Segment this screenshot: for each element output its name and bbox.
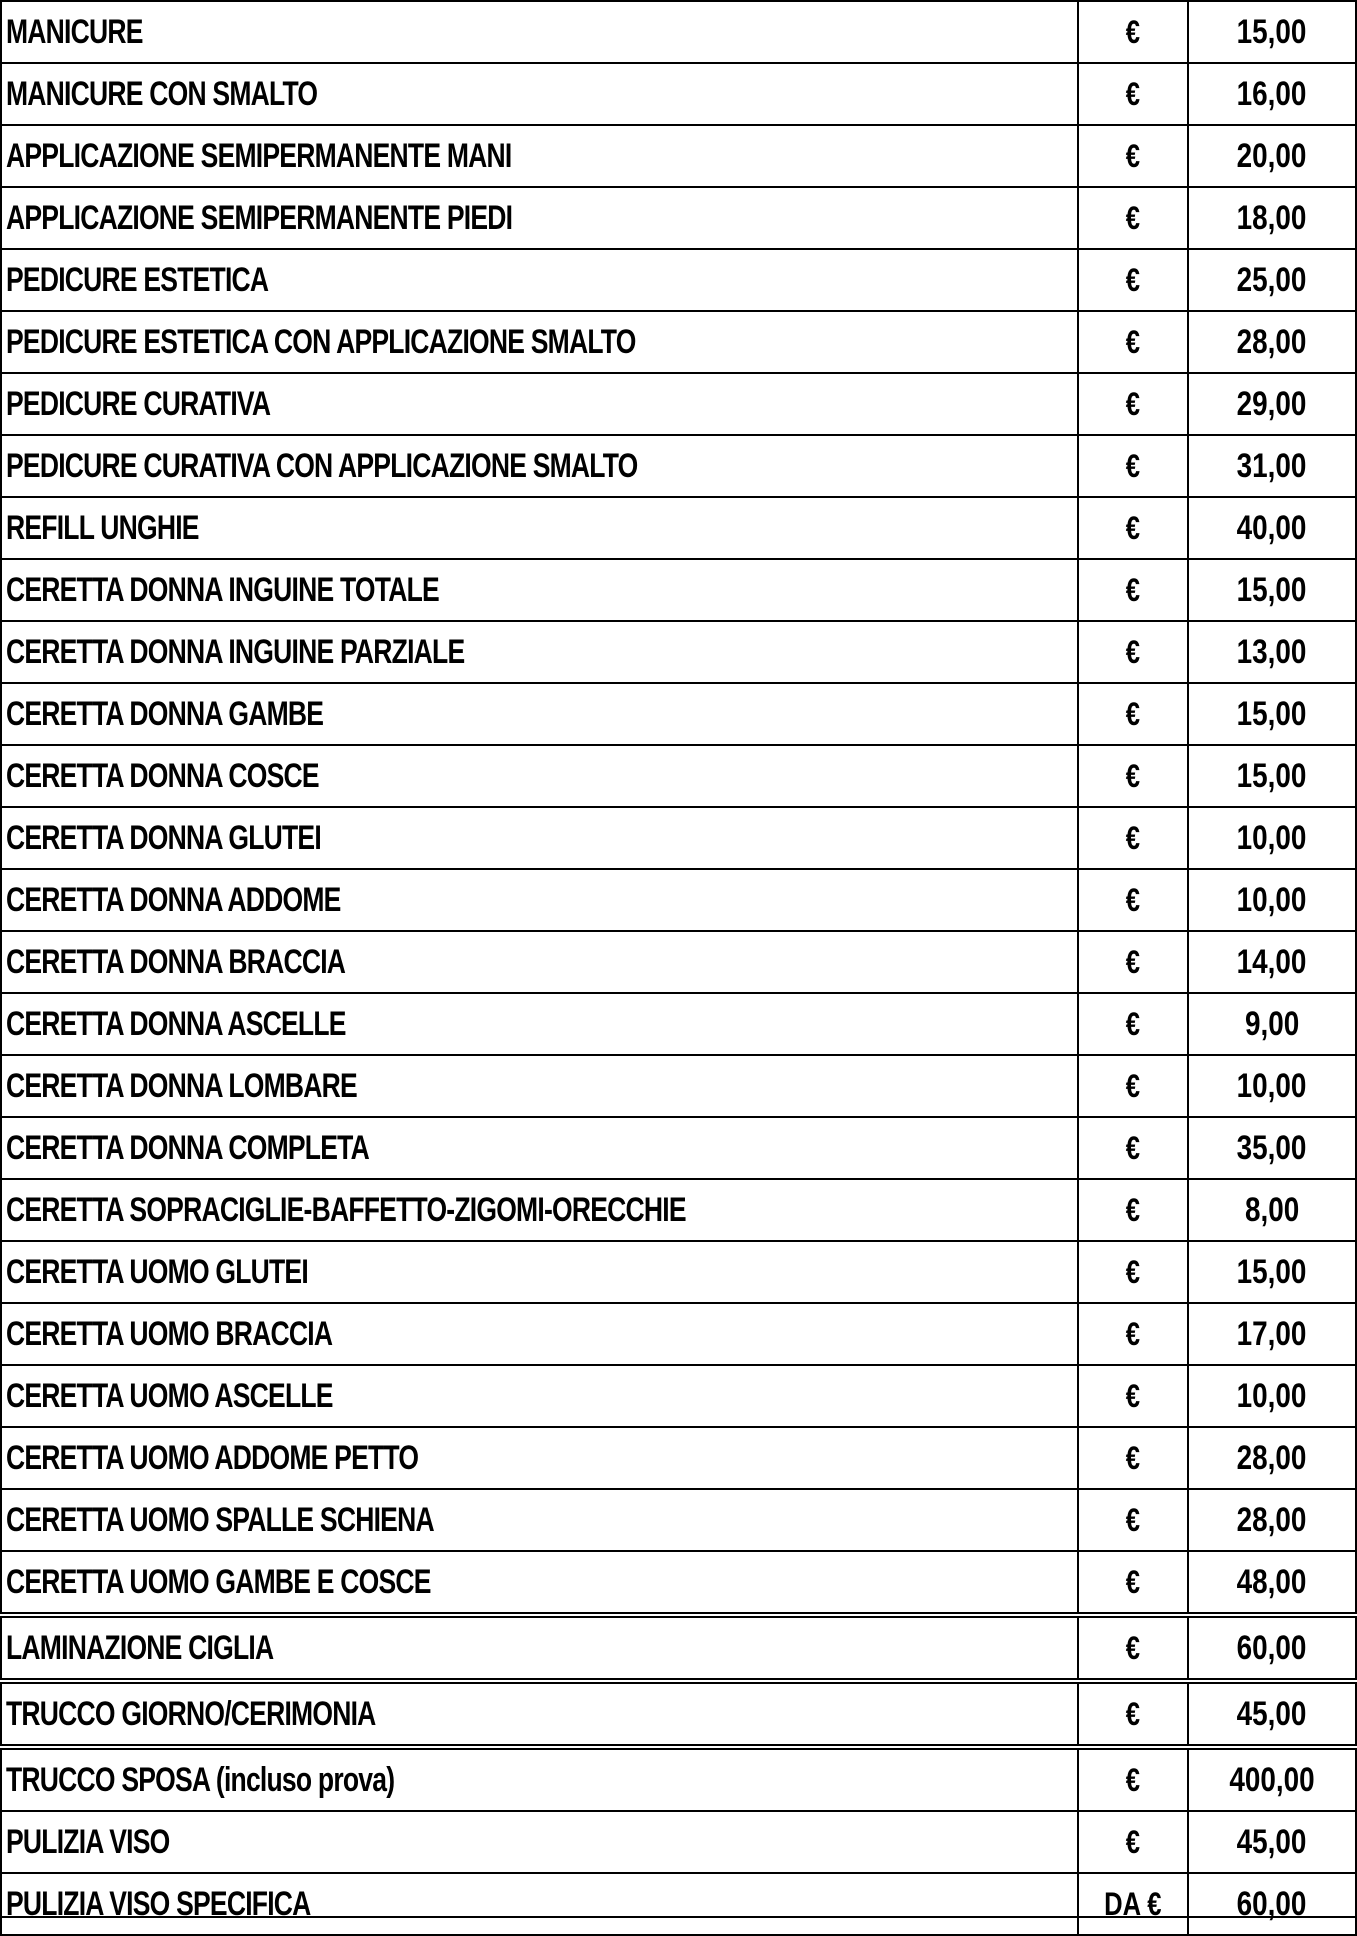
table-row [1,497,1356,559]
service-name-cell [1,187,1078,249]
currency-symbol: € [1125,1564,1141,1600]
table-row [1,1,1356,63]
price-cell [1188,373,1356,435]
currency-cell [1078,1489,1188,1551]
currency-symbol: € [1125,1824,1141,1860]
price-value: 48,00 [1237,1563,1307,1601]
price-cell [1188,1117,1356,1179]
service-name: PULIZIA VISO SPECIFICA [6,1885,311,1923]
table-row [1,187,1356,249]
price-value: 16,00 [1237,75,1307,113]
service-name-cell [1,1365,1078,1427]
price-value: 9,00 [1244,1005,1300,1043]
service-name-cell [1,683,1078,745]
table-row [1,1811,1356,1873]
service-name: MANICURE [6,13,143,51]
service-name: REFILL UNGHIE [6,509,199,547]
service-name-cell [1,869,1078,931]
currency-cell [1078,807,1188,869]
service-name-cell [1,373,1078,435]
currency-symbol: € [1125,1254,1141,1290]
currency-cell [1078,1303,1188,1365]
price-cell [1188,993,1356,1055]
service-name-cell [1,559,1078,621]
service-name-cell [1,1303,1078,1365]
service-name-cell [1,1241,1078,1303]
currency-symbol: € [1125,758,1141,794]
price-value: 10,00 [1237,881,1307,919]
currency-symbol: € [1125,944,1141,980]
currency-cell [1078,683,1188,745]
price-cell [1188,1365,1356,1427]
currency-symbol: € [1125,820,1141,856]
service-name: CERETTA SOPRACIGLIE-BAFFETTO-ZIGOMI-ORECCHIE [6,1191,686,1229]
currency-symbol: € [1125,262,1141,298]
table-row [1,373,1356,435]
service-name-cell [1,1427,1078,1489]
currency-cell [1078,1747,1188,1811]
currency-symbol: € [1125,14,1141,50]
price-cell [1188,1747,1356,1811]
currency-cell [1078,869,1188,931]
table-row [1,1303,1356,1365]
price-cell [1188,745,1356,807]
currency-cell [1078,1179,1188,1241]
service-name-cell [1,497,1078,559]
price-cell [1188,125,1356,187]
service-name: CERETTA DONNA BRACCIA [6,943,346,981]
service-name-cell [1,1873,1078,1935]
price-value: 15,00 [1237,695,1307,733]
currency-cell [1078,1681,1188,1747]
currency-symbol: DA € [1104,1886,1162,1922]
currency-cell [1078,993,1188,1055]
service-name-cell [1,621,1078,683]
currency-symbol: € [1125,1068,1141,1104]
price-cell [1188,1055,1356,1117]
service-name: MANICURE CON SMALTO [6,75,318,113]
service-name-cell [1,1489,1078,1551]
price-value: 15,00 [1237,1253,1307,1291]
table-row [1,1055,1356,1117]
table-row [1,249,1356,311]
service-name: PULIZIA VISO [6,1823,170,1861]
service-name: CERETTA DONNA COSCE [6,757,319,795]
currency-symbol: € [1125,386,1141,422]
currency-cell [1078,1055,1188,1117]
price-cell [1188,435,1356,497]
price-cell [1188,1427,1356,1489]
price-cell [1188,187,1356,249]
currency-symbol: € [1125,1630,1141,1666]
currency-cell [1078,1615,1188,1681]
price-value: 31,00 [1237,447,1307,485]
table-row [1,745,1356,807]
table-row [1,807,1356,869]
price-value: 60,00 [1237,1885,1307,1923]
service-name: CERETTA DONNA ASCELLE [6,1005,346,1043]
price-value: 25,00 [1237,261,1307,299]
price-cell [1188,311,1356,373]
price-cell [1188,1241,1356,1303]
price-list-body [1,1,1356,1935]
price-cell [1188,1681,1356,1747]
price-cell [1188,63,1356,125]
currency-symbol: € [1125,138,1141,174]
service-name-cell [1,63,1078,125]
currency-cell [1078,125,1188,187]
table-row [1,1179,1356,1241]
price-value: 15,00 [1237,13,1307,51]
service-name-cell [1,807,1078,869]
currency-symbol: € [1125,882,1141,918]
price-value: 10,00 [1237,1067,1307,1105]
service-name: PEDICURE CURATIVA CON APPLICAZIONE SMALTO [6,447,638,485]
price-value: 29,00 [1237,385,1307,423]
service-name: CERETTA UOMO GLUTEI [6,1253,308,1291]
table-row [1,1117,1356,1179]
price-cell [1188,1489,1356,1551]
service-name: CERETTA UOMO GAMBE E COSCE [6,1563,431,1601]
service-name: CERETTA UOMO BRACCIA [6,1315,333,1353]
price-cell [1188,869,1356,931]
service-name: CERETTA DONNA INGUINE TOTALE [6,571,439,609]
price-cell [1188,559,1356,621]
currency-symbol: € [1125,1378,1141,1414]
currency-cell [1078,1117,1188,1179]
service-name-cell [1,1117,1078,1179]
currency-symbol: € [1125,634,1141,670]
price-cell [1188,1,1356,63]
service-name: CERETTA DONNA ADDOME [6,881,341,919]
currency-symbol: € [1125,76,1141,112]
service-name: CERETTA DONNA LOMBARE [6,1067,357,1105]
price-value: 18,00 [1237,199,1307,237]
table-row [1,1365,1356,1427]
table-row [1,1681,1356,1747]
price-cell [1188,249,1356,311]
service-name: APPLICAZIONE SEMIPERMANENTE PIEDI [6,199,513,237]
price-value: 45,00 [1237,1823,1307,1861]
currency-symbol: € [1125,1192,1141,1228]
currency-symbol: € [1125,1762,1141,1798]
price-value: 10,00 [1237,819,1307,857]
price-cell [1188,1615,1356,1681]
table-row [1,869,1356,931]
service-name: LAMINAZIONE CIGLIA [6,1629,274,1667]
service-name-cell [1,1811,1078,1873]
service-name-cell [1,249,1078,311]
price-value: 14,00 [1237,943,1307,981]
currency-symbol: € [1125,1006,1141,1042]
service-name: PEDICURE ESTETICA [6,261,269,299]
service-name: CERETTA UOMO SPALLE SCHIENA [6,1501,434,1539]
service-name: CERETTA DONNA COMPLETA [6,1129,369,1167]
table-row [1,931,1356,993]
currency-symbol: € [1125,696,1141,732]
service-name-cell [1,435,1078,497]
table-row [1,1873,1356,1935]
table-row [1,1615,1356,1681]
currency-cell [1078,435,1188,497]
currency-symbol: € [1125,448,1141,484]
table-row [1,1427,1356,1489]
service-name-cell [1,931,1078,993]
service-name-cell [1,993,1078,1055]
currency-symbol: € [1125,1130,1141,1166]
currency-symbol: € [1125,1502,1141,1538]
price-value: 8,00 [1244,1191,1300,1229]
currency-cell [1078,187,1188,249]
service-name-cell [1,1179,1078,1241]
currency-cell [1078,559,1188,621]
service-name-cell [1,1055,1078,1117]
price-cell [1188,1551,1356,1615]
service-name: CERETTA UOMO ASCELLE [6,1377,333,1415]
price-cell [1188,621,1356,683]
price-value: 15,00 [1237,571,1307,609]
currency-symbol: € [1125,324,1141,360]
service-name-cell [1,1747,1078,1811]
currency-symbol: € [1125,200,1141,236]
table-row [1,1551,1356,1615]
currency-cell [1078,249,1188,311]
table-row [1,435,1356,497]
price-cell [1188,1873,1356,1935]
price-value: 10,00 [1237,1377,1307,1415]
table-row [1,311,1356,373]
table-row [1,559,1356,621]
currency-cell [1078,311,1188,373]
currency-cell [1078,1427,1188,1489]
table-row [1,1747,1356,1811]
table-row [1,63,1356,125]
price-value: 15,00 [1237,757,1307,795]
price-value: 28,00 [1237,1439,1307,1477]
service-name-cell [1,1615,1078,1681]
service-name: CERETTA DONNA GLUTEI [6,819,321,857]
price-cell [1188,497,1356,559]
currency-cell [1078,63,1188,125]
price-value: 60,00 [1237,1629,1307,1667]
price-cell [1188,931,1356,993]
currency-cell [1078,1873,1188,1935]
service-name: PEDICURE ESTETICA CON APPLICAZIONE SMALTO [6,323,636,361]
price-cell [1188,683,1356,745]
currency-cell [1078,1551,1188,1615]
price-cell [1188,807,1356,869]
currency-symbol: € [1125,1696,1141,1732]
price-cell [1188,1303,1356,1365]
table-row [1,621,1356,683]
currency-cell [1078,931,1188,993]
price-value: 35,00 [1237,1129,1307,1167]
price-value: 20,00 [1237,137,1307,175]
service-name-cell [1,1551,1078,1615]
table-row [1,1489,1356,1551]
currency-cell [1078,621,1188,683]
currency-symbol: € [1125,1316,1141,1352]
price-value: 13,00 [1237,633,1307,671]
currency-cell [1078,373,1188,435]
bottom-rule [0,1916,1357,1918]
price-cell [1188,1811,1356,1873]
price-value: 28,00 [1237,1501,1307,1539]
price-value: 45,00 [1237,1695,1307,1733]
table-row [1,1241,1356,1303]
price-cell [1188,1179,1356,1241]
price-value: 17,00 [1237,1315,1307,1353]
service-name-cell [1,1,1078,63]
service-name-cell [1,125,1078,187]
service-name: CERETTA UOMO ADDOME PETTO [6,1439,419,1477]
service-name-cell [1,1681,1078,1747]
currency-cell [1078,1,1188,63]
currency-symbol: € [1125,572,1141,608]
service-name: TRUCCO GIORNO/CERIMONIA [6,1695,376,1733]
price-value: 40,00 [1237,509,1307,547]
price-value: 400,00 [1229,1761,1315,1799]
service-name-cell [1,745,1078,807]
service-name: CERETTA DONNA INGUINE PARZIALE [6,633,465,671]
table-row [1,683,1356,745]
service-name: CERETTA DONNA GAMBE [6,695,324,733]
service-name-cell [1,311,1078,373]
service-name: TRUCCO SPOSA (incluso prova) [6,1761,395,1799]
currency-symbol: € [1125,1440,1141,1476]
currency-cell [1078,497,1188,559]
currency-cell [1078,1811,1188,1873]
service-name: PEDICURE CURATIVA [6,385,271,423]
currency-symbol: € [1125,510,1141,546]
price-value: 28,00 [1237,323,1307,361]
table-row [1,125,1356,187]
currency-cell [1078,1241,1188,1303]
service-name: APPLICAZIONE SEMIPERMANENTE MANI [6,137,512,175]
currency-cell [1078,745,1188,807]
table-row [1,993,1356,1055]
currency-cell [1078,1365,1188,1427]
